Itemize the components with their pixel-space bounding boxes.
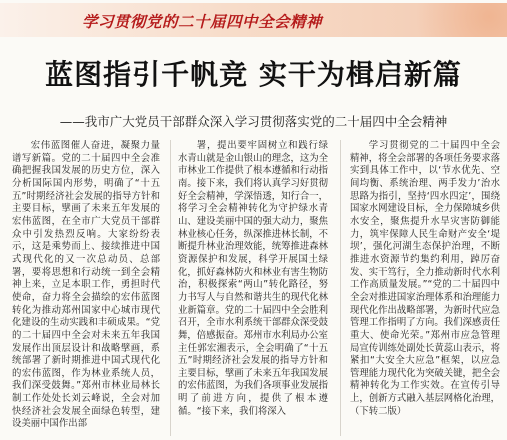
article-subtitle: ——我市广大党员干部群众深入学习贯彻落实党的二十届四中全会精神 — [59, 114, 448, 129]
column-2-text: 署，提出要牢固树立和践行绿水青山就是金山银山的理念，这为全市林业工作提供了根本遵循和行动指南。接下来，我们将认真学习好贯彻好全会精神，学深悟透，知行合一，将学习全会精神转化为守护绿水青山、建设美丽中国的强大动力，聚焦林业核心任务，纵深推进林长制，不断提升林业治理效能，统筹推进森林资源保护和发展，科学开展国土绿化，抓好森林防火和林业有害生物防治，积极探索“两山”转化路径，努力书写人与自然和谐共生的现代化林业新篇章。党的二十届四中全会胜利召开，全市水利系统干部群众深受鼓舞，倍感振奋。郑州市水利局办公室主任郭宏湘表示，全会明确了“十五五”时期经济社会发展的指导方针和主要目标，擘画了未来五年我国发展的宏伟蓝图，为我们各项事业发展指明了前进方向，提供了根本遵循。“接下来，我们将深入 — [178, 140, 328, 417]
column-divider — [340, 140, 341, 436]
column-divider — [170, 140, 171, 436]
article-headline: 蓝图指引千帆竞 实干为楫启新篇 — [45, 58, 462, 91]
article-column-2 — [178, 140, 328, 438]
banner-decoration — [387, 3, 507, 37]
column-1-text: 宏伟蓝图催人奋进，凝聚力量谱写新篇。党的二十届四中全会准确把握我国发展的历史方位，深入分析国际国内形势，明确了“十五五”时期经济社会发展的指导方针和主要目标，擘画了未来五年发展的宏伟蓝图，在全市广大党员干部群众中引发热烈反响。大家纷纷表示，这是乘势而上、接续推进中国式现代化的又一次总动员、总部署，要将思想和行动统一到全会精神上来，立足本职工作，勇担时代使命，奋力将全会描绘的宏伟蓝图转化为推动郑州国家中心城市现代化建设的生动实践和丰硕成果。“党的二十届四中全会对未来五年我国发展作出顶层设计和战略擘画，系统部署了新时期推进中国式现代化的宏伟蓝图，作为林业系统人员，我们深受鼓舞。”郑州市林业局林长制工作处处长刘云峰说，全会对加快经济社会发展全面绿色转型，建设美丽中国作出部 — [12, 140, 160, 430]
article-column-3 — [350, 140, 500, 438]
section-banner — [0, 3, 507, 37]
article-body — [12, 140, 500, 438]
banner-title: 学习贯彻党的二十届四中全会精神 — [82, 13, 323, 31]
column-3-text: 学习贯彻党的二十届四中全会精神，将全会部署的各项任务要求落实到具体工作中，以‘节水优先、空间均衡、系统治理、两手发力’治水思路为指引，坚持‘四水四定’，围绕国家水网建设目标，全力保障城乡供水安全，聚焦提升水旱灾害防御能力，筑牢保障人民生命财产安全‘堤坝’，强化河湖生态保护治理，不断推进水资源节约集约利用，踔厉奋发、实干笃行，全力推动新时代水利工作高质量发展。”“党的二十届四中全会对推进国家治理体系和治理能力现代化作出战略部署，为新时代应急管理工作指明了方向。我们深感责任重大、使命光荣。”郑州市应急管理局宣传训练处副处长黄蕊山表示，将紧扣“大安全大应急”框架，以应急管理能力现代化为突破关键，把全会精神转化为工作实效。在宣传引导上，创新方式融入基层网格化治理，（下转二版） — [350, 140, 500, 417]
article-column-1 — [12, 140, 160, 438]
